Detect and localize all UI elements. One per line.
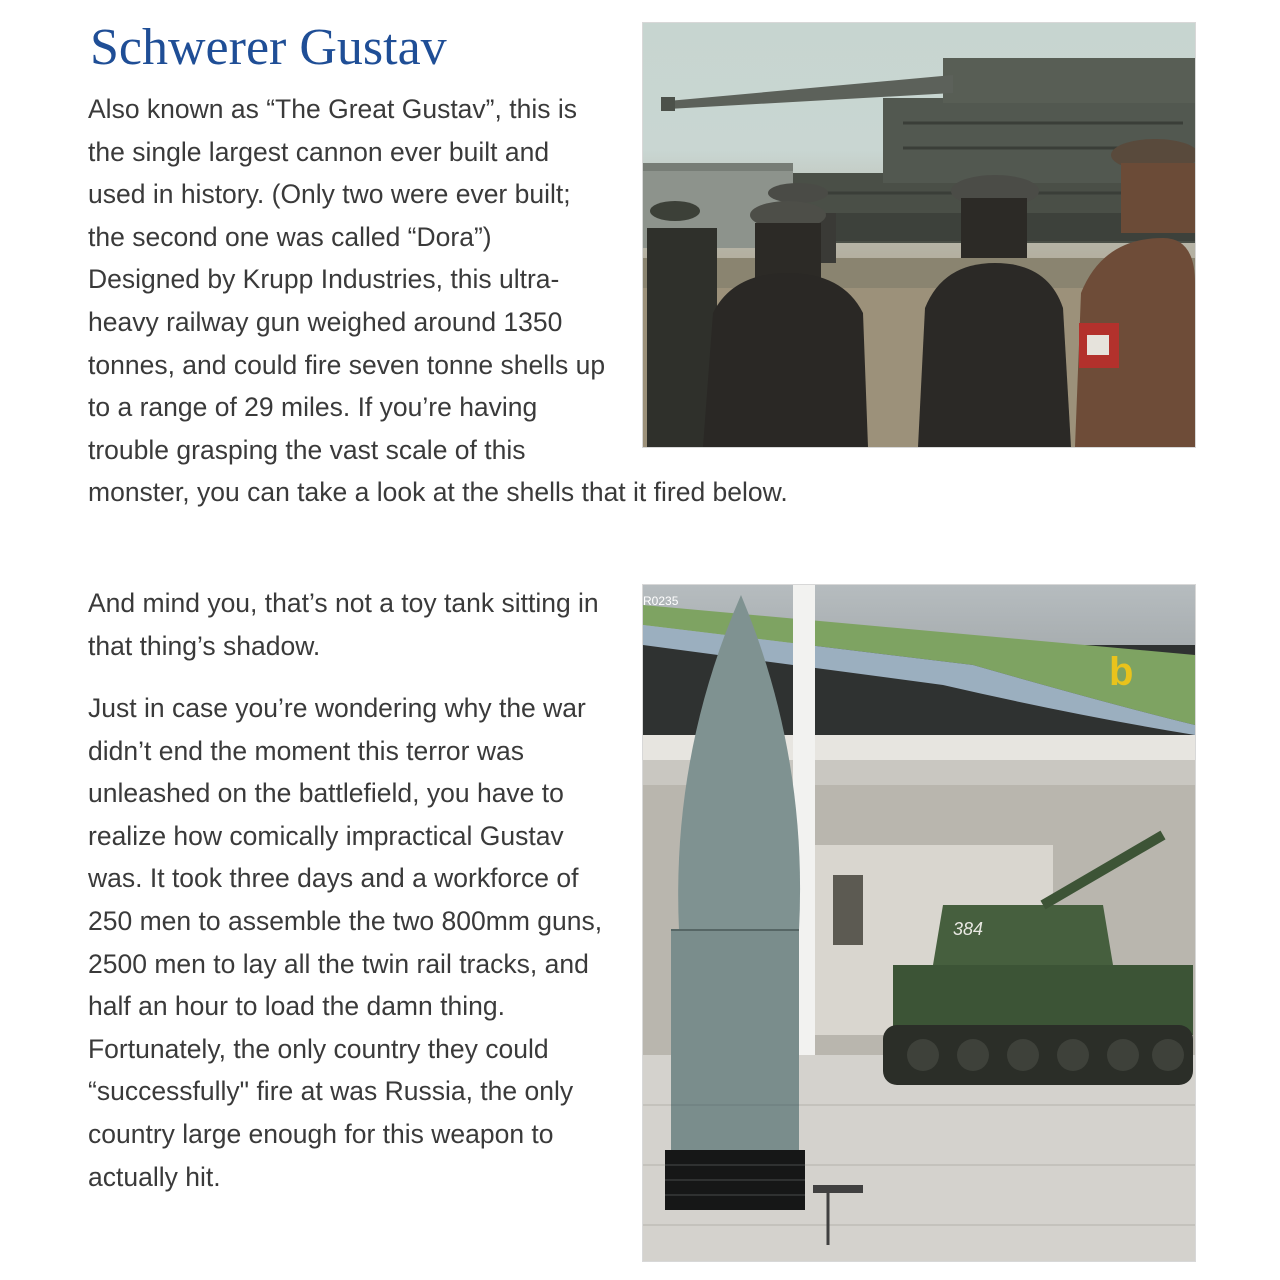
plane-letter-text: b <box>1109 650 1134 694</box>
article-paragraph-3: Just in case you’re wondering why the war didn’t end the moment this terror was unleashed on the battlefield, you have to realize how comically impractical Gustav was. It took three days and a workforce of 250 men to assemble the two 800mm guns, 2500 men to lay all the twin rail tracks, and half an hour to load the damn thing. Fortunately, the only country they could “successfully" fire at was Russia, the only country large enough for this weapon to actually hit. <box>88 693 603 1192</box>
article-title: Schwerer Gustav <box>90 19 447 76</box>
paragraph-1-main: Also known as “The Great Gustav”, this is the single largest cannon ever built and used in history. (Only two were ever built; the second one was called “Dora”) Designed by Krupp Industries, this ultra-heavy railway gun weighed around 1350 tonnes, and could fire seven tonne shells up to a range of 29 miles. If you’re having trouble grasping the vast scale of this <box>88 94 606 465</box>
article-paragraph-2: And mind you, that’s not a toy tank sitting in that thing’s shadow. <box>88 588 599 661</box>
shell-and-tank-museum-photo <box>642 584 1196 1262</box>
paragraph-1-tail: monster, you can take a look at the shells that it fired below. <box>88 477 788 508</box>
shell-photo-illustration <box>643 585 1195 1261</box>
gustav-railway-gun-photo <box>642 22 1196 448</box>
gustav-photo-illustration <box>643 23 1195 447</box>
plane-marking-text: R0235 <box>643 594 679 608</box>
article-paragraph-1 <box>88 88 788 514</box>
tank-number-text: 384 <box>953 919 984 939</box>
